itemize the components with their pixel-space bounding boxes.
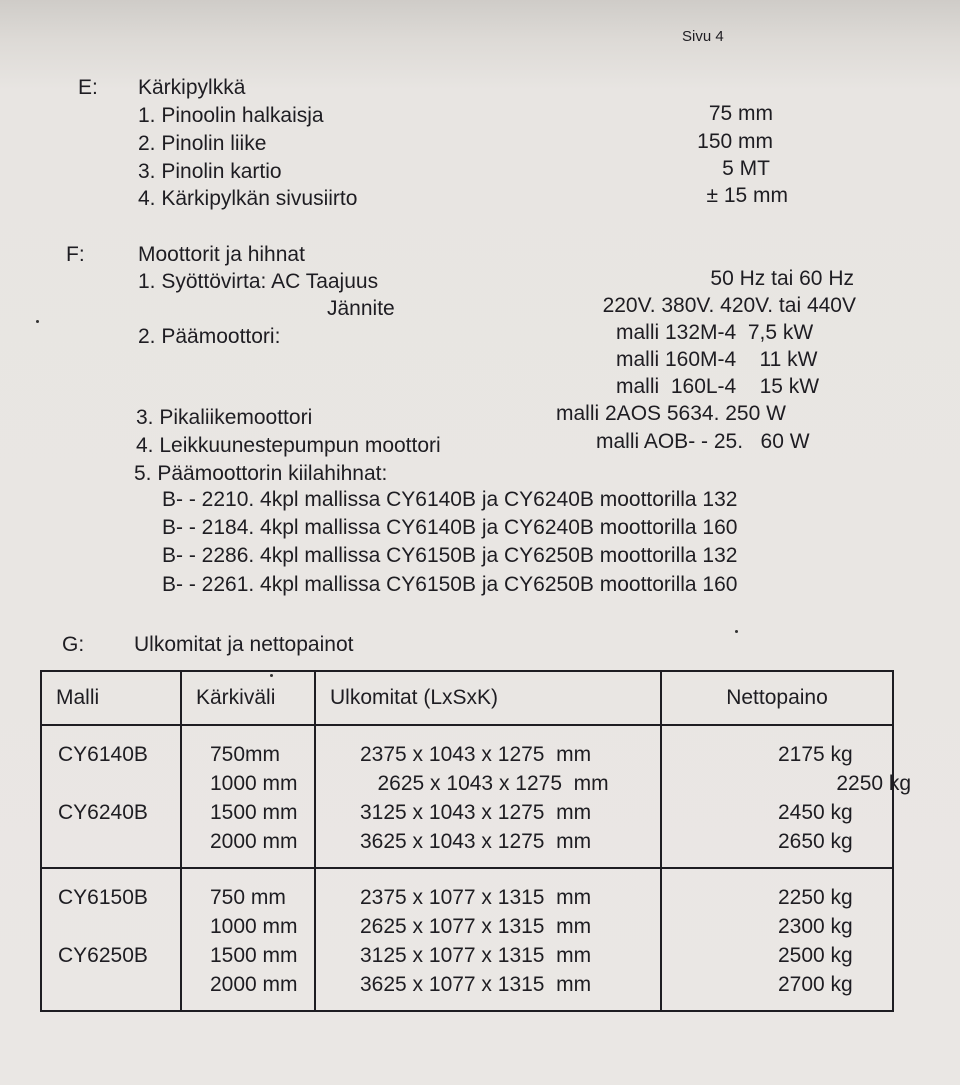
voltage-value: 220V. 380V. 420V. tai 440V — [602, 294, 856, 317]
center-distance: 1000 mm — [210, 772, 298, 795]
section-f-letter: F: — [66, 243, 85, 266]
supply-value: 50 Hz tai 60 Hz — [710, 267, 854, 290]
center-distance: 1500 mm — [210, 801, 298, 824]
spec-value: 150 mm — [697, 130, 773, 153]
net-weight: 2300 kg — [778, 915, 853, 938]
rapid-motor-label: 3. Pikaliikemoottori — [136, 406, 313, 429]
model-cell — [41, 868, 181, 1011]
supply-label: 1. Syöttövirta: AC Taajuus — [138, 270, 379, 293]
dimensions: 2375 x 1077 x 1315 mm — [360, 886, 592, 909]
spec-value: ± 15 mm — [706, 184, 788, 207]
dimensions: 2375 x 1043 x 1275 mm — [360, 743, 592, 766]
table-row — [41, 725, 893, 868]
coolant-pump-value: malli AOB- - 25. 60 W — [596, 430, 810, 453]
spec-label: 3. Pinolin kartio — [138, 160, 282, 183]
spec-label: 1. Pinoolin halkaisja — [138, 104, 324, 127]
model-name: CY6140B — [58, 743, 148, 766]
center-distance: 1000 mm — [210, 915, 298, 938]
belt-line: B- - 2210. 4kpl mallissa CY6140B ja CY6240B moottorilla 132 — [162, 488, 738, 511]
net-weight: 2650 kg — [778, 830, 853, 853]
belts-label: 5. Päämoottorin kiilahihnat: — [134, 462, 388, 485]
net-weight: 2700 kg — [778, 973, 853, 996]
page-number: Sivu 4 — [682, 28, 724, 45]
main-motor-value: malli 160M-4 11 kW — [616, 348, 818, 371]
scan-speck — [36, 320, 39, 323]
model-name — [50, 827, 180, 856]
section-e-title: Kärkipylkkä — [138, 76, 246, 99]
table-header-row — [41, 671, 893, 725]
dimensions: 3125 x 1077 x 1315 mm — [360, 944, 592, 967]
spec-value: 75 mm — [708, 102, 773, 125]
center-distance: 2000 mm — [210, 973, 298, 996]
net-weight-cell — [661, 868, 893, 1011]
model-name — [50, 769, 180, 798]
center-distance: 2000 mm — [210, 830, 298, 853]
dimensions-cell — [315, 868, 661, 1011]
main-motor-value: malli 160L-4 15 kW — [616, 375, 820, 398]
net-weight-cell — [661, 725, 912, 868]
scan-speck — [735, 630, 738, 633]
header-center-distance: Kärkiväli — [181, 671, 315, 725]
belt-line: B- - 2286. 4kpl mallissa CY6150B ja CY6250B moottorilla 132 — [162, 544, 738, 567]
center-distance: 750mm — [210, 743, 281, 766]
spec-value: 5 MT — [722, 157, 770, 180]
dimensions: 2625 x 1077 x 1315 mm — [360, 915, 592, 938]
spec-label: 4. Kärkipylkän sivusiirto — [138, 187, 358, 210]
net-weight: 2450 kg — [778, 801, 853, 824]
dimensions: 3125 x 1043 x 1275 mm — [360, 801, 592, 824]
main-motor-value: malli 132M-4 7,5 kW — [616, 321, 814, 344]
net-weight: 2250 kg — [778, 772, 912, 795]
section-f-title: Moottorit ja hihnat — [138, 243, 305, 266]
header-net-weight: Nettopaino — [661, 671, 893, 725]
net-weight: 2500 kg — [778, 944, 853, 967]
net-weight: 2175 kg — [778, 743, 853, 766]
center-distance-cell — [181, 868, 315, 1011]
dimensions: 2625 x 1043 x 1275 mm — [360, 772, 609, 795]
model-name: CY6240B — [58, 801, 148, 824]
section-g-letter: G: — [62, 633, 85, 656]
dimensions: 3625 x 1077 x 1315 mm — [360, 973, 592, 996]
dimensions-weights-table — [40, 670, 912, 1012]
voltage-label: Jännite — [327, 297, 395, 320]
section-e-letter: E: — [78, 76, 98, 99]
center-distance-cell — [181, 725, 315, 868]
belt-line: B- - 2184. 4kpl mallissa CY6140B ja CY6240B moottorilla 160 — [162, 516, 738, 539]
header-dimensions: Ulkomitat (LxSxK) — [315, 671, 661, 725]
main-motor-label: 2. Päämoottori: — [138, 325, 281, 348]
coolant-pump-label: 4. Leikkuunestepumpun moottori — [136, 434, 441, 457]
model-name: CY6150B — [58, 886, 148, 909]
dimensions: 3625 x 1043 x 1275 mm — [360, 830, 592, 853]
rapid-motor-value: malli 2AOS 5634. 250 W — [556, 402, 786, 425]
center-distance: 1500 mm — [210, 944, 298, 967]
section-g-title: Ulkomitat ja nettopainot — [134, 633, 354, 656]
model-cell — [41, 725, 181, 868]
spec-label: 2. Pinolin liike — [138, 132, 267, 155]
center-distance: 750 mm — [210, 886, 286, 909]
model-name — [50, 912, 180, 941]
model-name: CY6250B — [58, 944, 148, 967]
table-row — [41, 868, 893, 1011]
model-name — [50, 970, 180, 999]
net-weight: 2250 kg — [778, 886, 853, 909]
dimensions-cell — [315, 725, 661, 868]
header-model: Malli — [41, 671, 181, 725]
belt-line: B- - 2261. 4kpl mallissa CY6150B ja CY6250B moottorilla 160 — [162, 573, 738, 596]
